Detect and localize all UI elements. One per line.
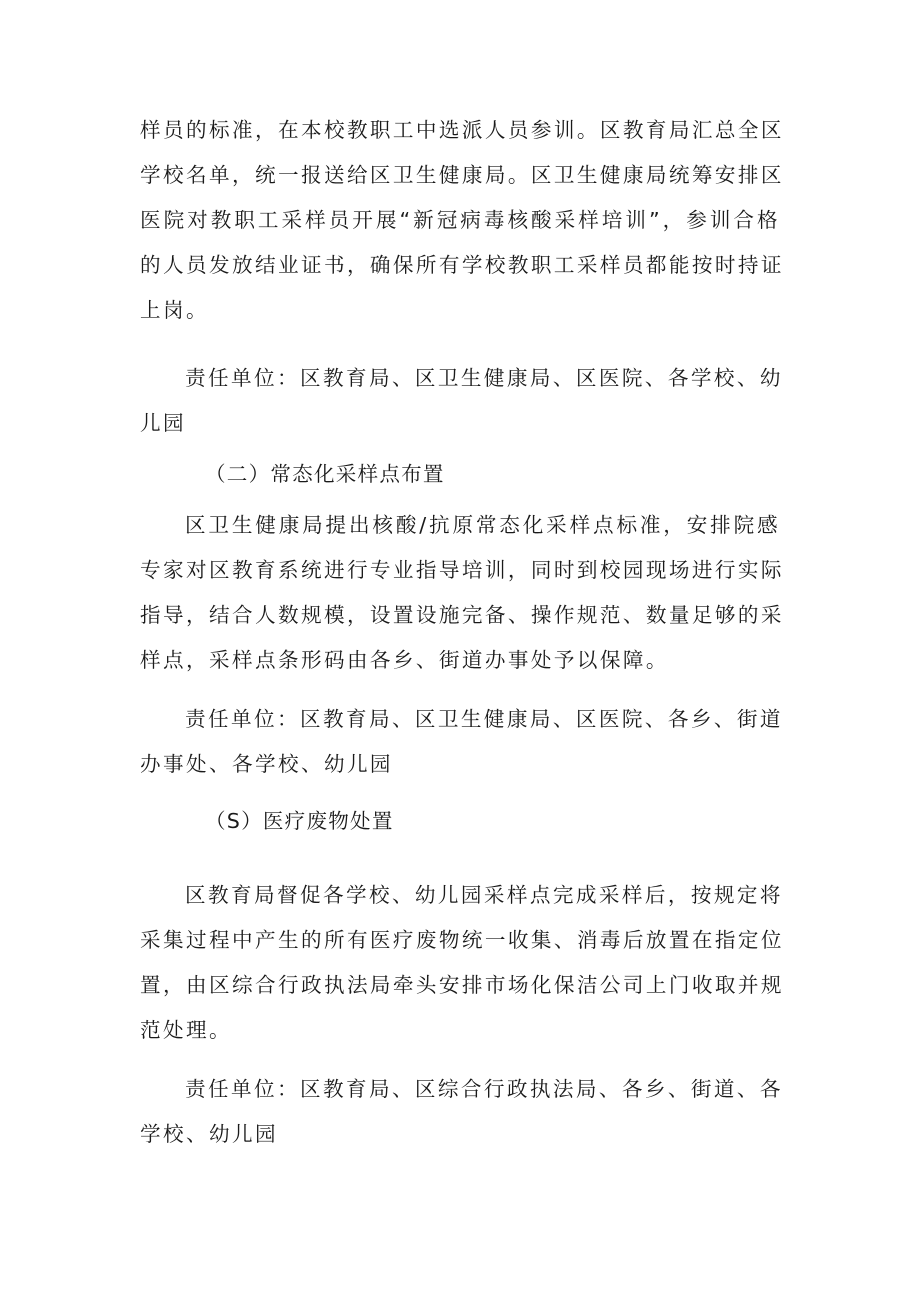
text-line: 学校名单，统一报送给区卫生健康局。区卫生健康局统筹安排区 [140, 163, 784, 187]
text-line: 责任单位：区教育局、区卫生健康局、区医院、各学校、幼 [185, 366, 783, 390]
text-line: 上岗。 [140, 298, 209, 322]
text-line: 办事处、各学校、幼儿园 [140, 752, 393, 776]
text-line: 区卫生健康局提出核酸/抗原常态化采样点标准，安排院感 [185, 513, 780, 537]
text-line: 采集过程中产生的所有医疗废物统一收集、消毒后放置在指定位 [140, 928, 784, 952]
text-line: 儿园 [140, 411, 186, 435]
paragraph-medical-waste [140, 873, 784, 1053]
text-line: 医院对教职工采样员开展“新冠病毒核酸采样培训”，参训合格 [140, 208, 780, 232]
paragraph-sampling-points [140, 503, 784, 683]
text-line: 样员的标准，在本校教职工中选派人员参训。区教育局汇总全区 [140, 118, 784, 142]
text-line: 责任单位：区教育局、区卫生健康局、区医院、各乡、街道 [185, 707, 783, 731]
text-line: 专家对区教育系统进行专业指导培训，同时到校园现场进行实际 [140, 558, 784, 582]
text-line: 学校、幼儿园 [140, 1122, 278, 1146]
section-heading-sampling-points: （二）常态化采样点布置 [205, 462, 445, 486]
text-line: 指导，结合人数规模，设置设施完备、操作规范、数量足够的采 [140, 603, 784, 627]
text-line: 置，由区综合行政执法局牵头安排市场化保洁公司上门收取并规 [140, 973, 784, 997]
responsible-units-medical-waste [140, 1067, 783, 1157]
section-heading-medical-waste: （S）医疗废物处置 [205, 809, 394, 833]
text-line: 区教育局督促各学校、幼儿园采样点完成采样后，按规定将 [185, 883, 783, 907]
responsible-units-sampling-points [140, 697, 783, 787]
text-line: 样点，采样点条形码由各乡、街道办事处予以保障。 [140, 648, 669, 672]
responsible-units-training [140, 356, 783, 446]
text-line: 责任单位：区教育局、区综合行政执法局、各乡、街道、各 [185, 1077, 783, 1101]
paragraph-training [140, 108, 784, 333]
text-line: 范处理。 [140, 1018, 232, 1042]
text-line: 的人员发放结业证书，确保所有学校教职工采样员都能按时持证 [140, 253, 784, 277]
